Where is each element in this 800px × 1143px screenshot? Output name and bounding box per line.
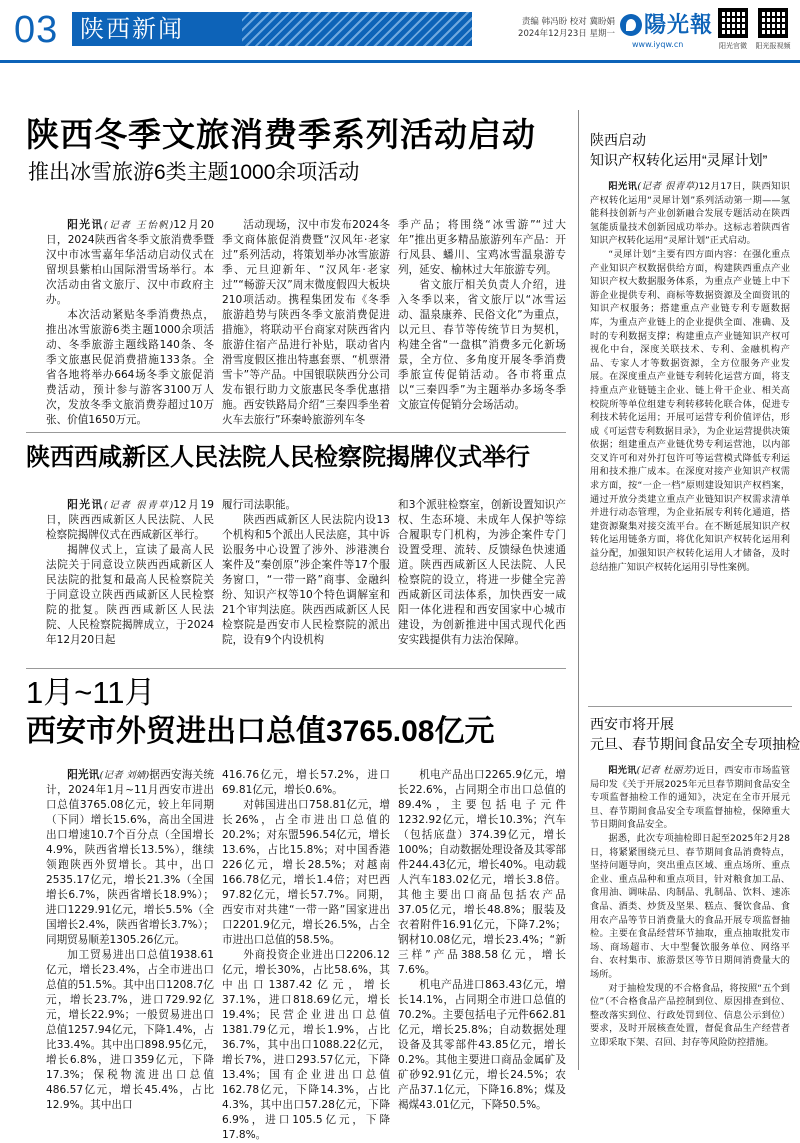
story-text: 机电产品出口2265.9亿元，增长22.6%，占同期全市出口总值的89.4%，主要包括电子元件1232.92亿元，增长10.3%；汽车（包括底盘）374.39亿元，增长100%；自动数据处理设备及其零部件244.43亿元，增长40%。电动载人汽车183.02亿元，增长3.8倍。其他主要出口商品包括农产品37.05亿元，增长48.8%；服装及衣着附件16.91亿元，下降7.2%；钢材10.08亿元，增长23.4%；“新三样”产品388.58亿元，增长7.6%。 (398, 769, 567, 976)
reporter: (记者 很青草) (103, 500, 174, 511)
story-text: 对于抽检发现的不合格食品，将按照“五个到位”（不合格食品产品控制到位、原因排查到位、整改落实到位、行政处罚到位、信息公示到位）要求，及时开展核查处置，督促食品生产经营者立即采取下架、召回、封存等风险防控措施。 (590, 982, 790, 1048)
story-divider (26, 432, 566, 433)
story1-headline: 陕西冬季文旅消费季系列活动启动 (26, 116, 536, 153)
issue-meta (505, 16, 615, 40)
editors-credit: 责编 韩冯盼 校对 冀盼娟 (521, 17, 615, 27)
qr-code-icon[interactable] (758, 8, 788, 38)
reporter: (记者 杜丽芳) (636, 765, 697, 776)
story-text: 据悉，此次专项抽检即日起至2025年2月28日，将紧紧围绕元旦、春节期间食品消费特点，坚持问题导向，突出重点区域、重点场所、重点企业、重点品种和重点项目，针对粮食加工品、食用油、调味品、肉制品、乳制品、饮料、速冻食品、酒类、炒货及坚果、糕点、餐饮食品、食用农产品等节日消费量大的食品开展专项监督抽检。主要在食品经营环节抽取，重点抽取批发市场、商场超市、大中型餐饮服务单位、网络平台、农村集市、旅游景区等节日期间消费量大的场所。 (590, 832, 790, 980)
side1-title-line1: 陕西启动 (590, 132, 646, 148)
story2-col3 (398, 498, 566, 648)
story-text: 12月19日，陕西西咸新区人民法院、人民检察院揭牌仪式在西咸新区举行。 (46, 499, 214, 541)
side2-title-line2: 元旦、春节期间食品安全专项抽检 (590, 736, 800, 752)
paper-name: 陽光報 (644, 12, 714, 38)
story1-col1 (46, 218, 214, 428)
story2-headline: 陕西西咸新区人民法院人民检察院揭牌仪式举行 (26, 444, 530, 471)
story-text: 外商投资企业进出口2206.12亿元，增长30%，占比58.6%，其中出口1387.42亿元，增长37.1%，进口818.69亿元，增长19.4%；民营企业进出口总值1381.79亿元，增长1.9%，占比36.7%，其中出口1088.22亿元，增长7%，进口293.57亿元，下降13.4%；国有企业进出口总值162.78亿元，下降14.3%，占比4.3%，其中出口57.28亿元，下降6.9%，进口105.5亿元，下降17.8%。 (222, 949, 390, 1141)
reporter: (记者 刘婧) (99, 770, 150, 781)
paper-url: www.iyqw.cn (632, 40, 684, 49)
qr-label: 阳光官微 (719, 42, 747, 50)
story-text: 履行司法职能。 (222, 499, 297, 511)
story3-col2 (222, 768, 390, 1143)
story3-kicker: 1月~11月 (26, 675, 156, 710)
page-number: 03 (14, 9, 59, 51)
story-text: 季产品；将围绕“冰雪游”“过大年”推出更多精品旅游列车产品：开行凤县、蟠川、宝鸡冰雪温泉游专列，延安、榆林过大年旅游专列。 (398, 219, 566, 276)
story-text: 近日，西安市市场监管局印发《关于开展2025年元旦春节期间食品安全专项监督抽检工作的通知》，决定在全市开展元旦、春节期间食品安全专项监督抽检，保障重大节日期间食品安全。 (590, 765, 791, 831)
story-text: 省文旅厅相关负责人介绍，进入冬季以来，省文旅厅以“冰雪运动、温泉康养、民俗文化”为重点，以元旦、春节等传统节日为契机，构建全省“一盘棋”消费多元化新场景，全方位、多角度开展冬季消费季旅宣传促销活动。各市将重点以“三秦四季”为主题举办多场冬季文旅宣传促销分会场活动。 (398, 279, 566, 411)
side1-body (590, 180, 790, 574)
section-banner (72, 12, 472, 46)
story1-col2 (222, 218, 390, 428)
story-text: 揭牌仪式上，宣读了最高人民法院关于同意设立陕西西咸新区人民法院的批复和最高人民检察院关于同意设立陕西西咸新区人民检察院的批复。陕西西咸新区人民法院、人民检察院揭牌成立，于2024年12月20日起 (46, 544, 214, 646)
byline: 阳光讯 (67, 769, 100, 781)
story-text: 416.76亿元，增长57.2%，进口69.81亿元，增长0.6%。 (222, 769, 390, 796)
story1-col3 (398, 218, 566, 413)
story3-col1 (46, 768, 214, 1113)
story3-col3 (398, 768, 566, 1113)
masthead-rule (0, 60, 800, 63)
qr-code-icon[interactable] (718, 8, 748, 38)
section-title: 陕西新闻 (80, 15, 184, 43)
byline: 阳光讯 (67, 499, 104, 511)
story-text: 和3个派驻检察室，创新设置知识产权、生态环境、未成年人保护等综合履职专门机构，为涉企案件专门设置受理、流转、反馈绿色快速通道。陕西西咸新区人民法院、人民检察院的设立，将进一步健全完善西咸新区司法体系，加快西安一咸阳一体化进程和西安国家中心城市建设，为创新推进中国式现代化西安实践提供有力法治保障。 (398, 499, 566, 646)
banner-stripes (242, 12, 472, 46)
story-text: 机电产品进口863.43亿元，增长14.1%，占同期全市进口总值的70.2%。主要包括电子元件662.81亿元，增长25.8%；自动数据处理设备及其零部件43.85亿元，增长0.2%。其他主要进口商品金属矿及矿砂92.91亿元，增长24.5%；农产品37.1亿元，下降16.8%；煤及褐煤43.01亿元，下降50.5%。 (398, 979, 566, 1111)
story-text: 活动现场，汉中市发布2024冬季文商体旅促消费暨“汉风年·老家过”系列活动，将策划举办冰雪旅游季、元旦迎新年、“汉风年·老家过”“畅游天汉”周末微度假四大板块210项活动。携程集团发布《冬季旅游趋势与陕西冬季文旅消费促进措施》，将联动平台商家对陕西省内旅游住宿产品进行补贴，联动省内滑雪度假区推出特惠套票、“机票滑雪卡”等产品。中国银联陕西分公司发布银行助力文旅惠民冬季优惠措施。西安铁路局介绍“三秦四季坐着火车去旅行”环秦岭旅游列车冬 (222, 219, 390, 426)
story-text: 对韩国进出口758.81亿元，增长26%，占全市进出口总值的20.2%；对东盟596.54亿元，增长13.6%，占比15.8%；对中国香港226亿元，增长28.5%；对越南166.78亿元，增长1.4倍；对巴西97.82亿元，增长57.7%。同期，西安市对共建“一带一路”国家进出口2201.9亿元，增长26.5%，占全市进出口总值的58.5%。 (222, 799, 390, 946)
byline: 阳光讯 (608, 765, 637, 776)
story-text: 本次活动紧贴冬季消费热点，推出冰雪旅游6类主题1000余项活动、冬季旅游主题线路140条、冬季文旅惠民促消费措施133条。全省各地将举办664场冬季文旅促消费活动，预计参与游客3100万人次，发放冬季文旅消费券超过10万张、价值1650万元。 (46, 309, 214, 426)
side2-body (590, 764, 790, 1049)
story-divider (588, 706, 792, 707)
story-divider (26, 668, 566, 669)
column-divider (578, 110, 579, 1070)
masthead (0, 0, 800, 62)
qr-label: 阳光报视频 (755, 42, 791, 50)
story-text: 加工贸易进出口总值1938.61亿元，增长23.4%，占全市进出口总值的51.5%。其中出口1208.7亿元，增长23.7%，进口729.92亿元，增长22.9%；一般贸易进出口总值1257.94亿元，下降1.4%，占比33.4%。其中出口898.95亿元，增长6.8%，进口359亿元，下降17.3%；保税物流进出口总值486.57亿元，增长45.4%，占比12.9%。其中出口 (46, 949, 214, 1111)
byline: 阳光讯 (608, 181, 638, 192)
story-text: 12月17日，陕西知识产权转化运用“灵犀计划”系列活动第一期——氢能科技创新与产业创新融合发展专题活动在陕西氢能质量技术创新园成功举办。这标志着陕西省知识产权转化运用“灵犀计划”正式启动。 (590, 181, 790, 247)
story3-headline: 西安市外贸进出口总值3765.08亿元 (26, 715, 495, 748)
story-text: 陕西西咸新区人民法院内设13个机构和5个派出人民法庭，其中诉讼服务中心设置了涉外、涉港澳台案件及“秦创原”涉企案件等17个服务窗口，“一带一路”商事、金融纠纷、知识产权等10个特色调解室和21个审判法庭。陕西西咸新区人民检察院是西安市人民检察院的派出院，设有9个内设机构 (222, 514, 390, 646)
reporter: (记者 很青草) (637, 181, 699, 192)
side2-title-line1: 西安市将开展 (590, 716, 674, 732)
story2-col1 (46, 498, 214, 648)
logo-icon (620, 14, 642, 36)
story-text: “灵犀计划”主要有四方面内容：在强化重点产业知识产权数据供给方面，构建陕西重点产业知识产权大数据服务体系，为重点产业链上中下游企业提供专利、商标等数据资源及全面资讯的知识产权服务；搭建重点产业链专利专题数据库，为重点产业链上的企业提供全面、准确、及时的专利数据支撑；构建重点产业链知识产权可视化中台，深度关联技术、专利、金融机构产品、专家人才等数据资源，全方位服务产业发展。在深度重点产业链专利转化运营方面，将支持重点产业链链主企业、链上骨干企业、相关高校院所等单位组建专利转移转化联合体，促进专利技术转化运用；开展可运营专利价值评估，形成《可运营专利数据目录》，为企业运营提供决策依据；组建重点产业链优势专利运营池，以内部交叉许可和对外打包许可等运营模式降低专利运用和技术推广成本。在深度对接产业知识产权需求方面，按“一企一档”原则建设知识产权档案，通过开放分类建立重点产业链知识产权需求清单并进行动态管理，为企业拓展专利转化通道，搭建资源聚集对接交流平台。在不断延展知识产权转化运用链条方面，将优化知识产权转化运用利益分配，加强知识产权转化运用人才储备，及时总结推广知识产权转化运用引导性案例。 (590, 248, 790, 573)
paper-logo (620, 10, 714, 50)
story2-col2 (222, 498, 390, 648)
story-text: 据西安海关统计，2024年1月~11月西安市进出口总值3765.08亿元，较上年同期（下同）增长15.6%，高出全国进出口增速10.7个百分点（全国增长4.9%，陕西省增长13.5%），继续领跑陕西外贸增长。其中，出口2535.17亿元，增长21.3%（全国增长6.7%，陕西省增长18.9%）；进口1229.91亿元，增长5.5%（全国增长2.4%，陕西省增长3.7%）；同期贸易顺差1305.26亿元。 (46, 769, 215, 946)
byline: 阳光讯 (67, 219, 104, 231)
story-text: 12月20日，2024陕西省冬季文旅消费季暨汉中市冰雪嘉年华活动启动仪式在留坝县紫柏山国际滑雪场举行。本次活动由省文旅厅、汉中市政府主办。 (46, 219, 214, 306)
issue-date: 2024年12月23日 星期一 (518, 29, 615, 39)
reporter: (记者 王怡帆) (103, 220, 174, 231)
side1-title-line2: 知识产权转化运用“灵犀计划” (590, 152, 768, 168)
story1-subhead: 推出冰雪旅游6类主题1000余项活动 (28, 161, 360, 184)
